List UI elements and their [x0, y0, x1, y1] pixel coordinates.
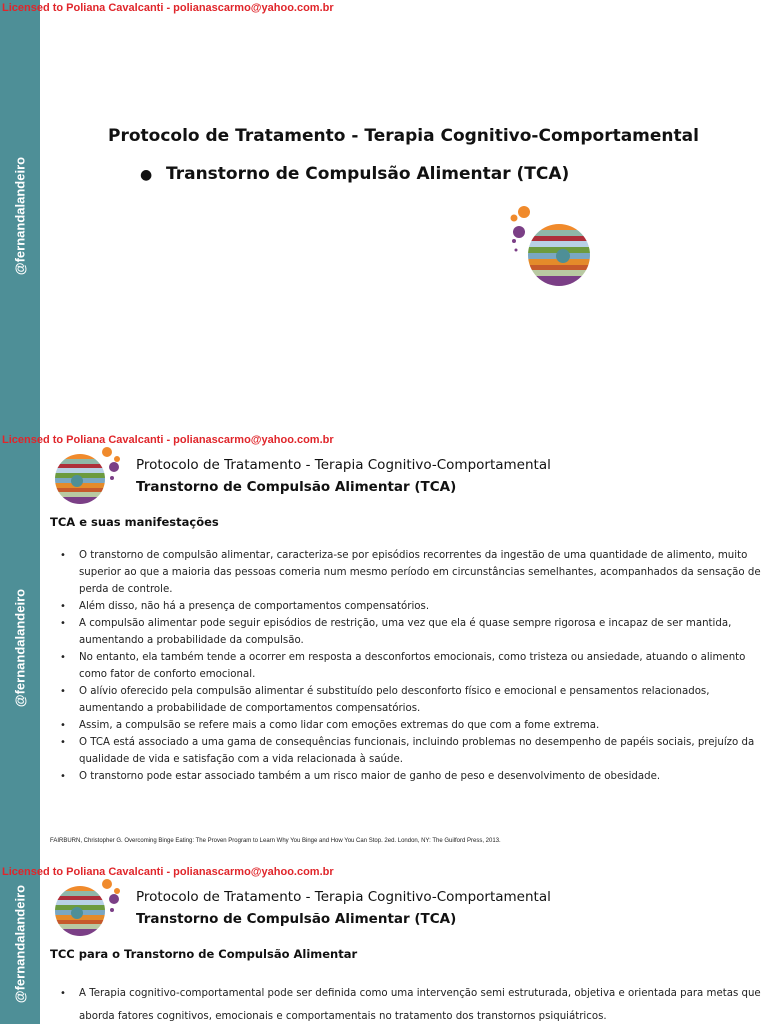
- bullet-text: O transtorno pode estar associado também a um risco maior de ganho de peso e desenvolvimento de obesidade.: [79, 771, 661, 782]
- slide-subtitle: [140, 164, 569, 184]
- bullet-icon: •: [60, 737, 66, 748]
- slide-3: [0, 864, 768, 1024]
- bullet-icon: •: [60, 601, 66, 612]
- bullet-icon: •: [60, 652, 66, 663]
- bullet-icon: •: [60, 550, 66, 561]
- bullet-text: Assim, a compulsão se refere mais a como lidar com emoções extremas do que com a fome extrema.: [79, 720, 600, 731]
- slide-title: Protocolo de Tratamento - Terapia Cognitivo-Comportamental: [108, 126, 699, 146]
- sidebar: [0, 0, 40, 432]
- sidebar: [0, 864, 40, 1024]
- list-item: [58, 615, 764, 649]
- section-heading: TCC para o Transtorno de Compulsão Alimentar: [50, 947, 358, 961]
- bullet-list: [58, 547, 764, 785]
- slide-1: [0, 0, 768, 432]
- reference-citation: FAIRBURN, Christopher G. Overcoming Binge Eating: The Proven Program to Learn Why You Binge and How You Can Stop. 2ed. London, NY: The Guilford Press, 2013.: [50, 838, 501, 844]
- bullet-text: Além disso, não há a presença de comportamentos compensatórios.: [79, 601, 430, 612]
- bullet-icon: •: [60, 686, 66, 697]
- logo-icon: [52, 878, 126, 942]
- list-item: [58, 598, 764, 615]
- list-item: [58, 982, 764, 1024]
- bullet-text: A compulsão alimentar pode seguir episódios de restrição, uma vez que ela é quase sempre rigorosa e incapaz de ser mantida, aumentando a probabilidade da compulsão.: [79, 618, 732, 646]
- license-notice: Licensed to Poliana Cavalcanti - polianascarmo@yahoo.com.br: [2, 2, 334, 14]
- sidebar: [0, 432, 40, 864]
- bullet-text: O TCA está associado a uma gama de consequências funcionais, incluindo problemas no desempenho de papéis sociais, prejuízo da qualidade de vida e satisfação com a vida relacionada à saúde.: [79, 737, 755, 765]
- list-item: [58, 717, 764, 734]
- header-subtitle: Transtorno de Compulsão Alimentar (TCA): [136, 479, 457, 495]
- bullet-text: O transtorno de compulsão alimentar, caracteriza-se por episódios recorrentes da ingestão de uma quantidade de alimento, muito superior ao que a maioria das pessoas comeria num mesmo período em circunstâncias semelhantes, acompanhados da sensação de perda de controle.: [79, 550, 761, 595]
- bullet-list: [58, 982, 764, 1024]
- section-heading: TCA e suas manifestações: [50, 515, 219, 529]
- sidebar-handle: @fernandalandeiro: [12, 588, 28, 708]
- sidebar-handle: @fernandalandeiro: [12, 156, 28, 276]
- bullet-icon: •: [60, 771, 66, 782]
- bullet-icon: •: [60, 988, 66, 999]
- list-item: [58, 768, 764, 785]
- bullet-text: A Terapia cognitivo-comportamental pode ser definida como uma intervenção semi estruturada, objetiva e orientada para metas que aborda fatores cognitivos, emocionais e comportamentais no tratamento dos transtornos psiquiátricos.: [79, 988, 761, 1022]
- logo-icon: [505, 205, 601, 301]
- bullet-text: No entanto, ela também tende a ocorrer em resposta a desconfortos emocionais, como tristeza ou ansiedade, atuando o alimento como fator de conforto emocional.: [79, 652, 746, 680]
- header-title: Protocolo de Tratamento - Terapia Cognitivo-Comportamental: [136, 457, 551, 473]
- license-notice: Licensed to Poliana Cavalcanti - polianascarmo@yahoo.com.br: [2, 434, 334, 446]
- list-item: [58, 734, 764, 768]
- logo-icon: [52, 446, 126, 510]
- header-subtitle: Transtorno de Compulsão Alimentar (TCA): [136, 911, 457, 927]
- list-item: [58, 683, 764, 717]
- bullet-text: O alívio oferecido pela compulsão alimentar é substituído pelo desconforto físico e emocional e pensamentos relacionados, aumentando a probabilidade de comportamentos compensatórios.: [79, 686, 710, 714]
- header-title: Protocolo de Tratamento - Terapia Cognitivo-Comportamental: [136, 889, 551, 905]
- list-item: [58, 547, 764, 598]
- license-notice: Licensed to Poliana Cavalcanti - polianascarmo@yahoo.com.br: [2, 866, 334, 878]
- sidebar-handle: @fernandalandeiro: [12, 884, 28, 1004]
- slide-2: [0, 432, 768, 864]
- slide-subtitle-text: Transtorno de Compulsão Alimentar (TCA): [166, 164, 570, 184]
- bullet-icon: •: [60, 618, 66, 629]
- bullet-icon: •: [60, 720, 66, 731]
- bullet-icon: ●: [140, 167, 153, 183]
- list-item: [58, 649, 764, 683]
